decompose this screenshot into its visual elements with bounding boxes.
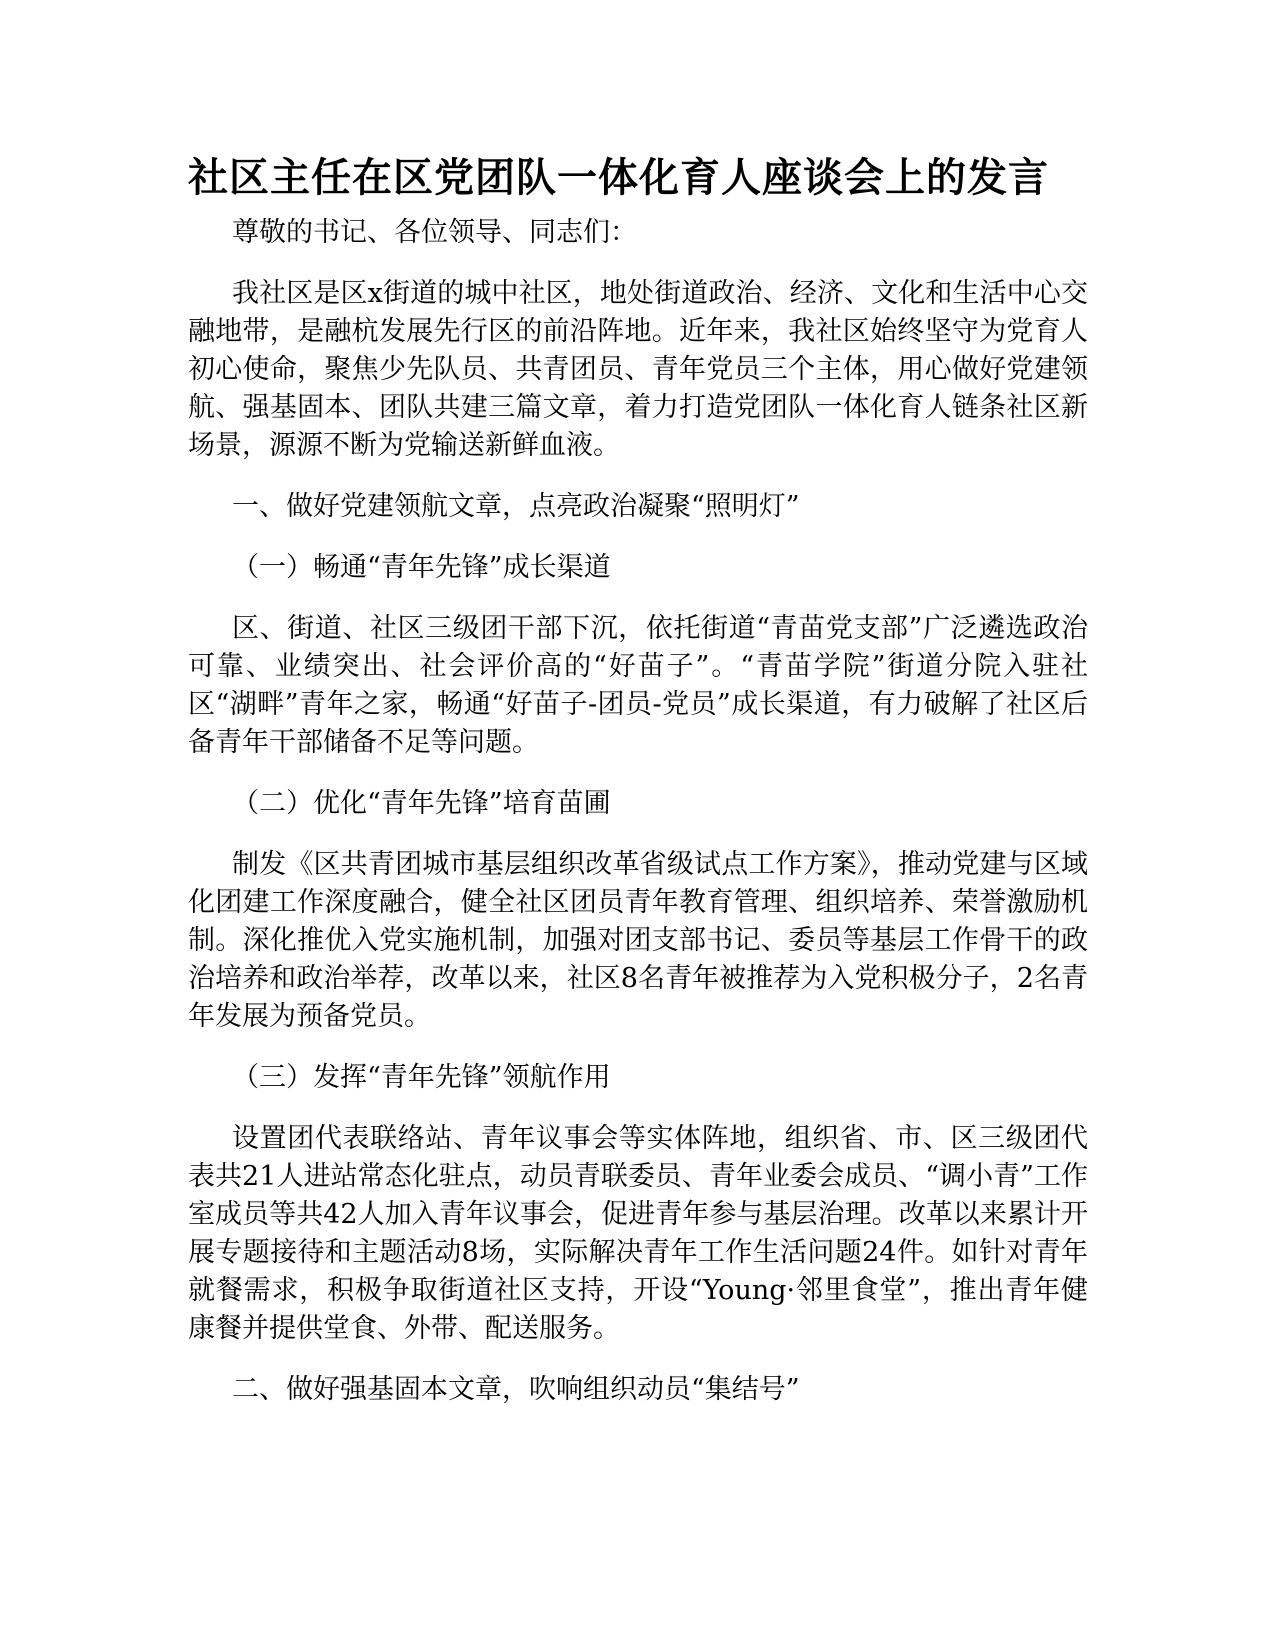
subsection-heading-1: （一）畅通“青年先锋”成长渠道 [232, 552, 611, 583]
subsection-body-1: 区、街道、社区三级团干部下沉，依托街道“青苗党支部”广泛遴选政治可靠、业绩突出、社会评价高的“好苗子”。“青苗学院”街道分院入驻社区“湖畔”青年之家，畅通“好苗子-团员-党员”成长渠道，有力破解了社区后备青年干部储备不足等问题。 [188, 613, 1088, 758]
section-heading-1: 一、做好党建领航文章，点亮政治凝聚“照明灯” [232, 491, 800, 522]
intro-paragraph: 我社区是区x街道的城中社区，地处街道政治、经济、文化和生活中心交融地带，是融杭发展先行区的前沿阵地。近年来，我社区始终坚守为党育人初心使命，聚焦少先队员、共青团员、青年党员三个主体，用心做好党建领航、强基固本、团队共建三篇文章，着力打造党团队一体化育人链条社区新场景，源源不断为党输送新鲜血液。 [188, 278, 1088, 461]
greeting: 尊敬的书记、各位领导、同志们： [232, 217, 637, 248]
document-title: 社区主任在区党团队一体化育人座谈会上的发言 [188, 155, 1049, 201]
document-body [188, 150, 1088, 1432]
section-heading-2: 二、做好强基固本文章，吹响组织动员“集结号” [232, 1374, 800, 1405]
subsection-heading-2: （二）优化“青年先锋”培育苗圃 [232, 788, 611, 819]
subsection-body-2: 制发《区共青团城市基层组织改革省级试点工作方案》，推动党建与区域化团建工作深度融合，健全社区团员青年教育管理、组织培养、荣誉激励机制。深化推优入党实施机制，加强对团支部书记、委员等基层工作骨干的政治培养和政治举荐，改革以来，社区8名青年被推荐为入党积极分子，2名青年发展为预备党员。 [188, 849, 1088, 1032]
subsection-heading-3: （三）发挥“青年先锋”领航作用 [232, 1062, 611, 1093]
subsection-body-3: 设置团代表联络站、青年议事会等实体阵地，组织省、市、区三级团代表共21人进站常态化驻点，动员青联委员、青年业委会成员、“调小青”工作室成员等共42人加入青年议事会，促进青年参与基层治理。改革以来累计开展专题接待和主题活动8场，实际解决青年工作生活问题24件。如针对青年就餐需求，积极争取街道社区支持，开设“Young·邻里食堂”，推出青年健康餐并提供堂食、外带、配送服务。 [188, 1123, 1088, 1344]
